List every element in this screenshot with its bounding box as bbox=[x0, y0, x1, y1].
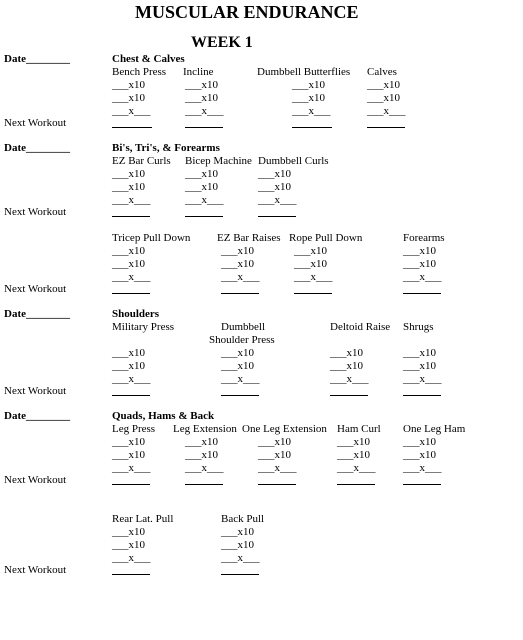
rep-field[interactable]: ___x10 bbox=[112, 181, 145, 193]
rep-field[interactable]: ___x10 bbox=[185, 79, 218, 91]
next-workout-field[interactable] bbox=[112, 216, 150, 217]
next-workout-label: Next Workout bbox=[4, 474, 67, 486]
next-workout-label: Next Workout bbox=[4, 206, 67, 218]
date-label: Date________ bbox=[4, 308, 70, 320]
rep-field[interactable]: ___x10 bbox=[258, 436, 291, 448]
rep-field[interactable]: ___x10 bbox=[221, 245, 254, 257]
next-workout-field[interactable] bbox=[292, 127, 332, 128]
rep-field[interactable]: ___x10 bbox=[112, 258, 145, 270]
section-heading: Chest & Calves bbox=[112, 53, 185, 65]
rep-field[interactable]: ___x10 bbox=[185, 92, 218, 104]
rep-field[interactable]: ___x10 bbox=[294, 258, 327, 270]
next-workout-label: Next Workout bbox=[4, 564, 67, 576]
set-field[interactable]: ___x___ bbox=[112, 271, 151, 283]
next-workout-label: Next Workout bbox=[4, 117, 67, 129]
next-workout-field[interactable] bbox=[185, 127, 223, 128]
exercise-label: Bicep Machine bbox=[185, 155, 252, 167]
exercise-label: Dumbbell Butterflies bbox=[257, 66, 351, 78]
exercise-label: Tricep Pull Down bbox=[112, 232, 191, 244]
rep-field[interactable]: ___x10 bbox=[403, 436, 436, 448]
rep-field[interactable]: ___x10 bbox=[221, 360, 254, 372]
set-field[interactable]: ___x___ bbox=[112, 194, 151, 206]
rep-field[interactable]: ___x10 bbox=[403, 245, 436, 257]
next-workout-field[interactable] bbox=[258, 484, 296, 485]
rep-field[interactable]: ___x10 bbox=[258, 449, 291, 461]
week-heading: WEEK 1 bbox=[191, 34, 253, 51]
next-workout-field[interactable] bbox=[330, 395, 368, 396]
rep-field[interactable]: ___x10 bbox=[221, 258, 254, 270]
rep-field[interactable]: ___x10 bbox=[221, 526, 254, 538]
next-workout-field[interactable] bbox=[337, 484, 375, 485]
rep-field[interactable]: ___x10 bbox=[294, 245, 327, 257]
rep-field[interactable]: ___x10 bbox=[112, 347, 145, 359]
set-field[interactable]: ___x___ bbox=[294, 271, 333, 283]
next-workout-label: Next Workout bbox=[4, 283, 67, 295]
next-workout-field[interactable] bbox=[185, 484, 223, 485]
exercise-label: Rear Lat. Pull bbox=[112, 513, 174, 525]
set-field[interactable]: ___x___ bbox=[403, 271, 442, 283]
next-workout-field[interactable] bbox=[367, 127, 405, 128]
rep-field[interactable]: ___x10 bbox=[367, 79, 400, 91]
next-workout-field[interactable] bbox=[403, 293, 441, 294]
rep-field[interactable]: ___x10 bbox=[112, 449, 145, 461]
set-field[interactable]: ___x___ bbox=[112, 462, 151, 474]
rep-field[interactable]: ___x10 bbox=[185, 181, 218, 193]
date-label: Date________ bbox=[4, 410, 70, 422]
set-field[interactable]: ___x___ bbox=[112, 552, 151, 564]
rep-field[interactable]: ___x10 bbox=[112, 539, 145, 551]
next-workout-field[interactable] bbox=[112, 395, 150, 396]
section-heading: Bi's, Tri's, & Forearms bbox=[112, 142, 220, 154]
next-workout-field[interactable] bbox=[112, 484, 150, 485]
exercise-label: Back Pull bbox=[221, 513, 265, 525]
exercise-label: Deltoid Raise bbox=[330, 321, 391, 333]
exercise-label: EZ Bar Curls bbox=[112, 155, 171, 167]
rep-field[interactable]: ___x10 bbox=[112, 92, 145, 104]
exercise-label: Leg Extension bbox=[173, 423, 237, 435]
rep-field[interactable]: ___x10 bbox=[258, 168, 291, 180]
rep-field[interactable]: ___x10 bbox=[330, 347, 363, 359]
set-field[interactable]: ___x___ bbox=[330, 373, 369, 385]
exercise-label: Shrugs bbox=[403, 321, 434, 333]
rep-field[interactable]: ___x10 bbox=[185, 449, 218, 461]
next-workout-field[interactable] bbox=[221, 574, 259, 575]
set-field[interactable]: ___x___ bbox=[185, 462, 224, 474]
rep-field[interactable]: ___x10 bbox=[337, 449, 370, 461]
date-label: Date________ bbox=[4, 142, 70, 154]
exercise-label: Military Press bbox=[112, 321, 175, 333]
set-field[interactable]: ___x___ bbox=[403, 373, 442, 385]
rep-field[interactable]: ___x10 bbox=[337, 436, 370, 448]
set-field[interactable]: ___x___ bbox=[221, 271, 260, 283]
next-workout-field[interactable] bbox=[112, 574, 150, 575]
next-workout-field[interactable] bbox=[294, 293, 332, 294]
exercise-label: Dumbbell Curls bbox=[258, 155, 329, 167]
exercise-label: One Leg Extension bbox=[242, 423, 327, 435]
set-field[interactable]: ___x___ bbox=[221, 373, 260, 385]
next-workout-field[interactable] bbox=[221, 395, 259, 396]
exercise-label: Ham Curl bbox=[337, 423, 381, 435]
exercise-label: EZ Bar Raises bbox=[217, 232, 281, 244]
rep-field[interactable]: ___x10 bbox=[112, 436, 145, 448]
set-field[interactable]: ___x___ bbox=[258, 194, 297, 206]
exercise-label: Dumbbell bbox=[221, 321, 265, 333]
set-field[interactable]: ___x___ bbox=[185, 194, 224, 206]
rep-field[interactable]: ___x10 bbox=[292, 92, 325, 104]
exercise-label: Forearms bbox=[403, 232, 445, 244]
section-heading: Quads, Hams & Back bbox=[112, 410, 215, 422]
rep-field[interactable]: ___x10 bbox=[330, 360, 363, 372]
rep-field[interactable]: ___x10 bbox=[112, 526, 145, 538]
set-field[interactable]: ___x___ bbox=[112, 373, 151, 385]
rep-field[interactable]: ___x10 bbox=[112, 79, 145, 91]
next-workout-field[interactable] bbox=[258, 216, 296, 217]
rep-field[interactable]: ___x10 bbox=[403, 258, 436, 270]
exercise-label: Calves bbox=[367, 66, 397, 78]
rep-field[interactable]: ___x10 bbox=[112, 168, 145, 180]
rep-field[interactable]: ___x10 bbox=[258, 181, 291, 193]
next-workout-field[interactable] bbox=[403, 395, 441, 396]
rep-field[interactable]: ___x10 bbox=[403, 360, 436, 372]
set-field[interactable]: ___x___ bbox=[292, 105, 331, 117]
exercise-label: One Leg Ham bbox=[403, 423, 466, 435]
exercise-label-line2: Shoulder Press bbox=[209, 334, 275, 346]
exercise-label: Rope Pull Down bbox=[289, 232, 363, 244]
rep-field[interactable]: ___x10 bbox=[221, 347, 254, 359]
exercise-label: Incline bbox=[183, 66, 214, 78]
rep-field[interactable]: ___x10 bbox=[185, 168, 218, 180]
date-label: Date________ bbox=[4, 53, 70, 65]
rep-field[interactable]: ___x10 bbox=[112, 360, 145, 372]
rep-field[interactable]: ___x10 bbox=[292, 79, 325, 91]
rep-field[interactable]: ___x10 bbox=[403, 449, 436, 461]
next-workout-field[interactable] bbox=[221, 293, 259, 294]
set-field[interactable]: ___x___ bbox=[367, 105, 406, 117]
exercise-label: Bench Press bbox=[112, 66, 167, 78]
exercise-label: Leg Press bbox=[112, 423, 156, 435]
set-field[interactable]: ___x___ bbox=[337, 462, 376, 474]
rep-field[interactable]: ___x10 bbox=[185, 436, 218, 448]
rep-field[interactable]: ___x10 bbox=[403, 347, 436, 359]
next-workout-field[interactable] bbox=[112, 127, 152, 128]
set-field[interactable]: ___x___ bbox=[258, 462, 297, 474]
next-workout-label: Next Workout bbox=[4, 385, 67, 397]
rep-field[interactable]: ___x10 bbox=[112, 245, 145, 257]
rep-field[interactable]: ___x10 bbox=[221, 539, 254, 551]
set-field[interactable]: ___x___ bbox=[221, 552, 260, 564]
set-field[interactable]: ___x___ bbox=[403, 462, 442, 474]
set-field[interactable]: ___x___ bbox=[112, 105, 151, 117]
next-workout-field[interactable] bbox=[403, 484, 441, 485]
rep-field[interactable]: ___x10 bbox=[367, 92, 400, 104]
next-workout-field[interactable] bbox=[112, 293, 150, 294]
page-title: MUSCULAR ENDURANCE bbox=[135, 2, 359, 22]
set-field[interactable]: ___x___ bbox=[185, 105, 224, 117]
section-heading: Shoulders bbox=[112, 308, 160, 320]
next-workout-field[interactable] bbox=[185, 216, 223, 217]
